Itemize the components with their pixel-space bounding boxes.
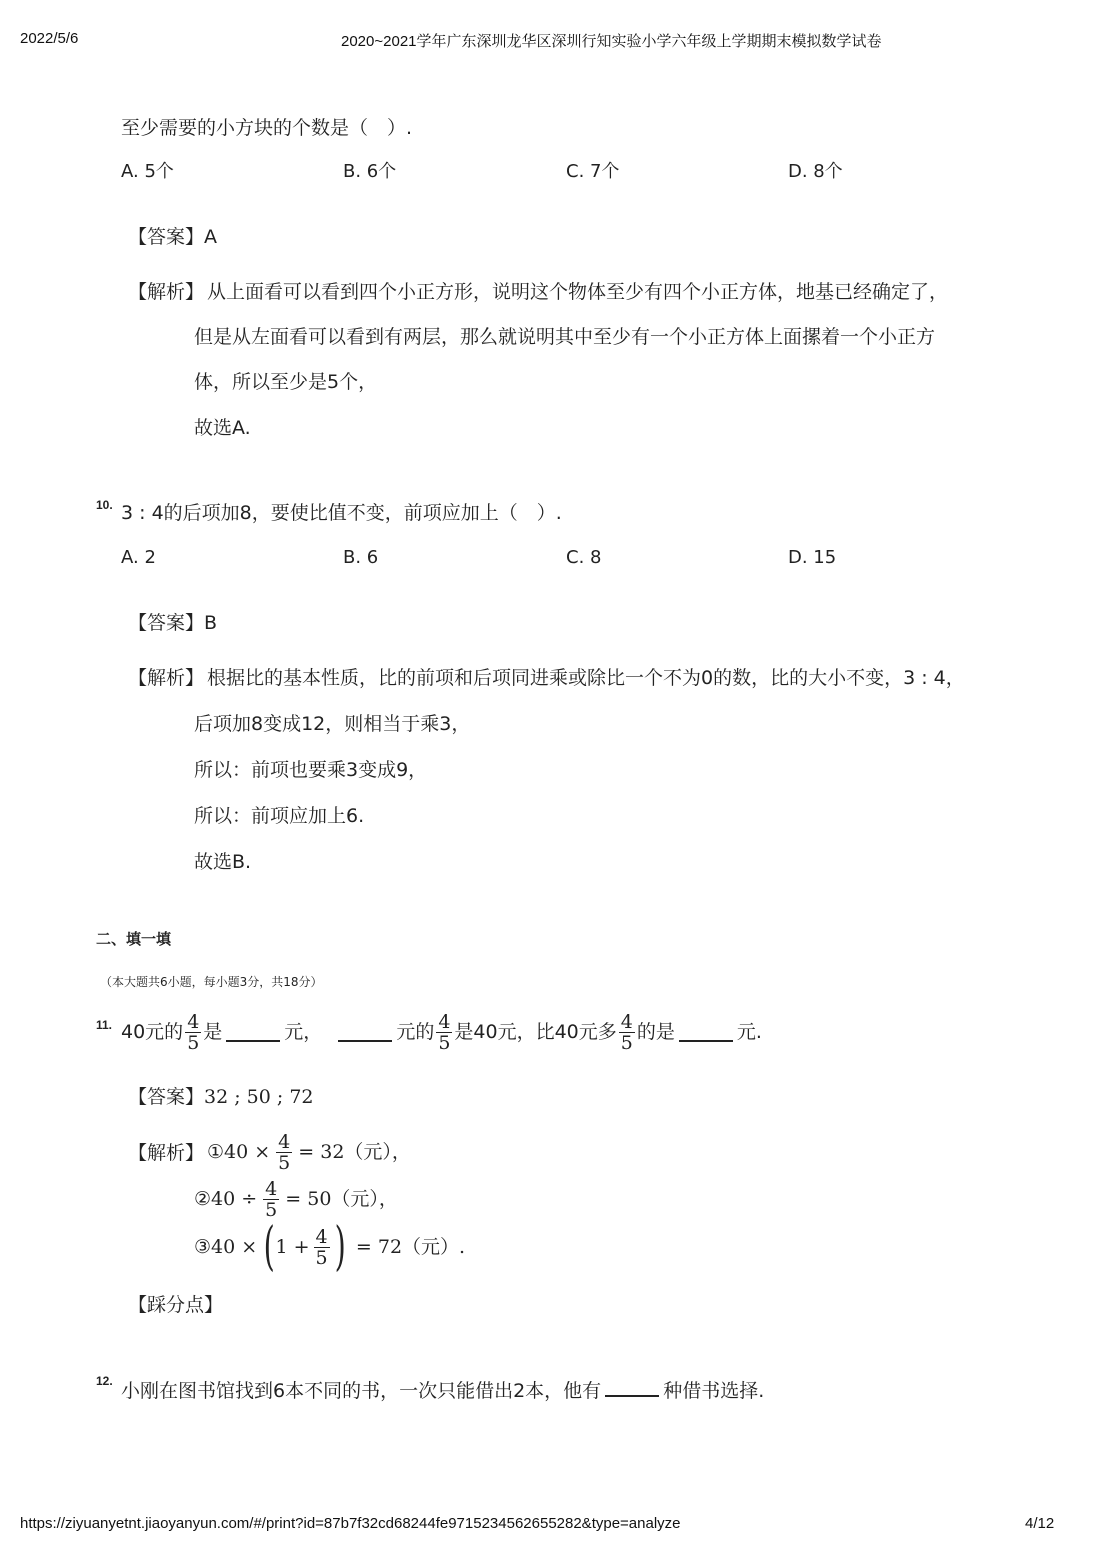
math-expression: ③40 ×	[194, 1236, 258, 1258]
q10-option-b: B. 6	[343, 547, 379, 568]
math-expression: ②40 ÷	[194, 1188, 258, 1210]
q11-text: 是	[203, 1021, 223, 1043]
fraction-numerator: 4	[265, 1177, 278, 1200]
math-expression: ①40 ×	[207, 1141, 271, 1163]
right-parenthesis: )	[334, 1217, 346, 1277]
answer-blank[interactable]	[605, 1377, 659, 1397]
math-expression: = 72（元）.	[355, 1236, 466, 1258]
q9-analysis-label: 【解析】	[128, 281, 205, 303]
q10-analysis-line: 所以：前项也要乘3变成9，	[194, 759, 428, 781]
q11-score-points: 【踩分点】	[128, 1294, 224, 1316]
fraction	[436, 1012, 452, 1053]
q10-option-d: D. 15	[788, 547, 837, 568]
fraction-numerator: 4	[620, 1010, 633, 1033]
q10-stem: 3 : 4的后项加8，要使比值不变，前项应加上（ ）.	[121, 502, 562, 524]
fraction-denominator: 5	[187, 1031, 200, 1054]
fraction	[263, 1179, 279, 1220]
q11-text: 元，	[284, 1021, 323, 1043]
q9-option-a: A. 5个	[121, 161, 174, 182]
q11-text: 是40元，比40元多	[454, 1021, 617, 1043]
fraction-denominator: 5	[315, 1246, 328, 1269]
q12-number: 12.	[96, 1374, 113, 1388]
q10-analysis-line: 后项加8变成12，则相当于乘3，	[194, 713, 471, 735]
q10-answer	[128, 611, 217, 635]
fraction	[276, 1132, 292, 1173]
answer-value: A	[204, 226, 218, 248]
q12-text: 小刚在图书馆找到6本不同的书，一次只能借出2本，他有	[121, 1380, 602, 1402]
answer-value: 32 ; 50 ; 72	[204, 1086, 314, 1108]
section-title: 二、填一填	[96, 930, 172, 948]
q9-stem: 至少需要的小方块的个数是（ ）.	[121, 117, 413, 139]
q11-text: 元.	[736, 1021, 762, 1043]
page-number: 4/12	[1025, 1515, 1055, 1532]
q12-stem	[121, 1377, 764, 1403]
fraction	[619, 1012, 635, 1053]
q11-analysis-line-2	[194, 1174, 398, 1224]
q9-option-d: D. 8个	[788, 161, 843, 182]
fraction	[314, 1227, 330, 1268]
q9-option-c: C. 7个	[566, 161, 620, 182]
answer-value: B	[204, 612, 218, 634]
answer-blank[interactable]	[338, 1022, 392, 1042]
q11-text: 元的	[396, 1021, 435, 1043]
fraction-denominator: 5	[620, 1031, 633, 1054]
q10-analysis-line: 根据比的基本性质，比的前项和后项同进乘或除比一个不为0的数，比的大小不变，3 : 4，	[207, 667, 965, 689]
answer-blank[interactable]	[679, 1022, 733, 1042]
fraction	[185, 1012, 201, 1053]
answer-label: 【答案】	[128, 1086, 205, 1108]
q11-text: 的是	[636, 1021, 675, 1043]
q11-analysis-line-3	[194, 1219, 465, 1275]
left-parenthesis: (	[263, 1217, 275, 1277]
answer-label: 【答案】	[128, 612, 205, 634]
q12-text: 种借书选择.	[663, 1380, 765, 1402]
answer-label: 【答案】	[128, 226, 205, 248]
fraction-denominator: 5	[278, 1151, 291, 1174]
q9-answer	[128, 225, 217, 249]
q10-analysis-line: 故选B.	[194, 851, 252, 873]
fraction-denominator: 5	[265, 1198, 278, 1221]
document-title: 2020~2021学年广东深圳龙华区深圳行知实验小学六年级上学期期末模拟数学试卷	[341, 33, 882, 50]
q11-text: 40元的	[121, 1021, 184, 1043]
fraction-numerator: 4	[438, 1010, 451, 1033]
q10-analysis-line: 所以：前项应加上6.	[194, 805, 365, 827]
fraction-numerator: 4	[315, 1225, 328, 1248]
q9-analysis-line: 故选A.	[194, 417, 251, 439]
page-url[interactable]: https://ziyuanyetnt.jiaoyanyun.com/#/print?id=87b7f32cd68244fe9715234562655282&type=analyze	[20, 1515, 681, 1532]
section-note: （本大题共6小题，每小题3分，共18分）	[100, 975, 323, 989]
q10-option-a: A. 2	[121, 547, 156, 568]
q10-option-c: C. 8	[566, 547, 602, 568]
q9-analysis-line: 从上面看可以看到四个小正方形，说明这个物体至少有四个小正方体，地基已经确定了，	[207, 281, 949, 303]
q11-analysis-label: 【解析】	[128, 1142, 205, 1164]
q9-option-b: B. 6个	[343, 161, 397, 182]
q11-stem	[121, 1007, 762, 1057]
print-date: 2022/5/6	[20, 30, 79, 47]
math-expression: = 50（元），	[285, 1188, 398, 1210]
q9-analysis-line: 但是从左面看可以看到有两层，那么就说明其中至少有一个小正方体上面摞着一个小正方	[194, 326, 936, 348]
q9-analysis-line: 体，所以至少是5个，	[194, 371, 378, 393]
answer-blank[interactable]	[226, 1022, 280, 1042]
fraction-denominator: 5	[438, 1031, 451, 1054]
q10-analysis-label: 【解析】	[128, 667, 205, 689]
q11-answer	[128, 1085, 314, 1109]
math-expression: = 32（元），	[298, 1141, 411, 1163]
fraction-numerator: 4	[187, 1010, 200, 1033]
math-expression: 1 +	[275, 1236, 310, 1258]
q10-number: 10.	[96, 498, 113, 512]
fraction-numerator: 4	[278, 1130, 291, 1153]
q11-number: 11.	[96, 1018, 113, 1032]
q11-analysis-line-1	[207, 1127, 411, 1177]
